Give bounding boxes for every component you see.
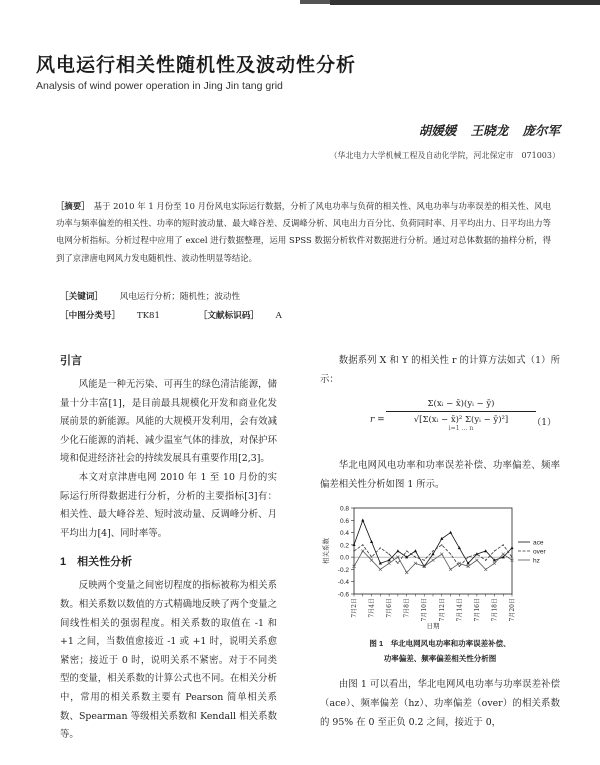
author-list <box>419 121 560 139</box>
affiliation: （华北电力大学机械工程及自动化学院，河北保定市 071003） <box>329 151 560 160</box>
x-axis-label: 日期 <box>426 622 440 631</box>
y-tick-label: 0.2 <box>339 542 349 550</box>
x-tick-label: 7月4日 <box>368 598 376 619</box>
legend-label-hz: hz <box>533 557 540 565</box>
data-point-hz <box>361 550 364 553</box>
section-paragraph: 反映两个变量之间密切程度的指标被称为相关系数。相关系数以数值的方式精确地反映了两个变量之间线性相关的强弱程度。相关系数的取值在 -1 和 +1 之间，当数值愈接近 -1 或 +1 时，说明关系愈紧密；接近于 0 时，说明关系不紧密。对于不同类型的变量，相关系数的计算公式也不同。在相关分析中，常用的相关系数主要有 Pearson 简单相关系数、Spearman 等级相关系数和 Kendall 相关系数等。 <box>60 580 277 741</box>
data-point-ace <box>361 519 364 522</box>
data-point-ace <box>405 556 408 559</box>
section-heading: 1 相关性分析 <box>60 556 133 569</box>
formula-fraction <box>386 399 536 432</box>
series-line-ace <box>354 521 512 567</box>
classification-row <box>60 309 282 321</box>
correlation-formula <box>320 399 560 445</box>
keyword-separator: ； <box>171 292 180 302</box>
data-point-over <box>450 554 451 555</box>
x-tick-label: 7月6日 <box>386 598 394 619</box>
formula-sum-range: i=1 … n <box>448 425 474 433</box>
data-point-hz <box>440 553 443 556</box>
author-name: 胡媛媛 <box>418 123 457 138</box>
y-axis-label: 相关系数 <box>322 538 330 565</box>
figure-caption <box>320 636 560 666</box>
paper-title-english: Analysis of wind power operation in Jing Jin tang grid <box>36 80 283 92</box>
intro-paragraph: 风能是一种无污染、可再生的绿色清洁能源，储量十分丰富[1]，是目前最具规模化开发和商业化发展前景的新能源。风能的大规模开发利用，会有效减少化石能源的消耗、减少温室气体的排放，对保护环境和促进经济社会的持续发展具有重要作用[2,3]。 <box>60 379 277 465</box>
formula-denominator: √[Σ(xᵢ − x̄)² Σ(yᵢ − ȳ)²] <box>413 415 509 426</box>
data-point-over <box>432 551 433 552</box>
data-point-over <box>353 551 354 552</box>
data-point-over <box>511 557 512 558</box>
intro-heading: 引言 <box>60 355 82 367</box>
data-point-over <box>371 557 372 558</box>
data-point-ace <box>352 543 355 546</box>
data-point-over <box>424 560 425 561</box>
data-point-hz <box>405 571 408 574</box>
data-point-over <box>415 557 416 558</box>
legend-label-ace: ace <box>533 539 544 547</box>
document-code-value: A <box>275 311 282 321</box>
abstract-label: ［摘要］ <box>56 201 90 211</box>
data-point-ace <box>449 531 452 534</box>
data-point-over <box>503 545 504 546</box>
data-point-over <box>362 545 363 546</box>
data-point-hz <box>379 568 382 571</box>
x-tick-label: 7月10日 <box>421 598 429 622</box>
paper-title: 风电运行相关性随机性及波动性分析 <box>36 54 357 76</box>
data-point-ace <box>484 550 487 553</box>
classification-value: TK81 <box>136 311 160 321</box>
y-tick-label: 0.8 <box>339 505 349 513</box>
keyword: 随机性 <box>179 292 206 302</box>
figure-discussion: 由图 1 可以看出，华北电网风电功率与功率误差补偿（ace）、频率偏差（hz）、功率偏差（over）的相关系数的 95% 在 0 至正负 0.2 之间，接近于 0， <box>320 679 560 728</box>
y-tick-label: 0.0 <box>339 555 349 563</box>
data-point-ace <box>414 550 417 553</box>
classification-label: ［中图分类号］ <box>60 311 121 321</box>
x-tick-label: 7月12日 <box>438 598 446 622</box>
x-tick-label: 7月20日 <box>509 598 516 622</box>
data-point-over <box>397 563 398 564</box>
y-tick-label: 0.6 <box>339 518 349 526</box>
data-point-hz <box>432 559 435 562</box>
x-tick-label: 7月2日 <box>351 598 358 619</box>
x-tick-label: 7月18日 <box>491 598 499 622</box>
keyword-separator: ； <box>205 292 215 302</box>
abstract <box>56 198 551 267</box>
data-point-hz <box>475 559 478 562</box>
y-tick-label: -0.4 <box>337 579 349 587</box>
abstract-text: 基于 2010 年 1 月份至 10 月份风电实际运行数据，分析了风电功率与负荷的相关性、风电功率与功率误差的相关性、风电功率与频率偏差的相关性、功率的短时波动量、最大峰谷差、反调峰分析、风电出力百分比、负荷同时率、月平均出力、日平均出力等电网分析指标。分析过程中应用了 excel 进行数据整理，运用 SPSS 数据分析软件对数据进行分析。通过对总体数据的抽样分析，得到了京津唐电网风力发电随机性、波动性明显等结论。 <box>56 201 551 263</box>
data-point-over <box>468 557 469 558</box>
data-point-over <box>485 560 486 561</box>
y-tick-label: 0.4 <box>339 530 349 538</box>
x-tick-label: 7月16日 <box>473 598 481 622</box>
data-point-over <box>476 554 477 555</box>
keywords-row <box>60 290 240 302</box>
formula-intro: 数据系列 X 和 Y 的相关性 r 的计算方法如式（1）所示： <box>320 355 560 385</box>
legend-label-over: over <box>533 548 546 556</box>
data-point-hz <box>502 553 505 556</box>
data-point-hz <box>484 568 487 571</box>
figure-intro: 华北电网风电功率和功率误差补偿、功率偏差、频率偏差相关性分析如图 1 所示。 <box>320 460 560 490</box>
keyword: 风电运行分析 <box>119 292 172 302</box>
data-point-hz <box>370 559 373 562</box>
data-point-over <box>459 566 460 567</box>
data-point-over <box>441 545 442 546</box>
data-point-over <box>494 551 495 552</box>
data-point-over <box>406 551 407 552</box>
figure-caption-line: 图 1 华北电网风电功率和功率误差补偿、 <box>369 639 511 649</box>
x-tick-label: 7月14日 <box>456 598 464 622</box>
correlation-chart <box>320 502 560 630</box>
formula-numerator: Σ(xᵢ − x̄)(yᵢ − ȳ) <box>386 399 536 412</box>
series-line-over <box>354 545 512 567</box>
left-column <box>60 352 277 745</box>
document-code-label: ［文献标识码］ <box>198 311 259 321</box>
keywords-label: ［关键词］ <box>60 292 103 302</box>
data-point-hz <box>493 562 496 565</box>
y-tick-label: -0.2 <box>337 567 349 575</box>
keyword: 波动性 <box>214 292 241 302</box>
x-tick-label: 7月8日 <box>403 598 411 619</box>
right-column <box>320 352 560 732</box>
equation-number: （1） <box>532 418 556 429</box>
formula-lhs: r = <box>370 415 385 426</box>
figure-caption-line: 功率偏差、频率偏差相关性分析图 <box>383 654 497 664</box>
author-name: 庞尔军 <box>522 123 560 138</box>
data-point-hz <box>449 568 452 571</box>
data-point-over <box>389 554 390 555</box>
author-name: 王晓龙 <box>470 123 509 138</box>
data-point-hz <box>388 562 391 565</box>
data-point-ace <box>396 550 399 553</box>
y-tick-label: -0.6 <box>337 591 349 599</box>
intro-paragraph: 本文对京津唐电网 2010 年 1 至 10 月份的实际运行所得数据进行分析，分析的主要指标[3]有：相关性、最大峰谷差、短时波动量、反调峰分析、月平均出力[4]、同时率等。 <box>60 471 277 539</box>
data-point-ace <box>510 547 513 550</box>
figure-1 <box>320 502 560 666</box>
data-point-ace <box>370 540 373 543</box>
data-point-over <box>380 548 381 549</box>
journal-header-bar <box>330 0 600 5</box>
